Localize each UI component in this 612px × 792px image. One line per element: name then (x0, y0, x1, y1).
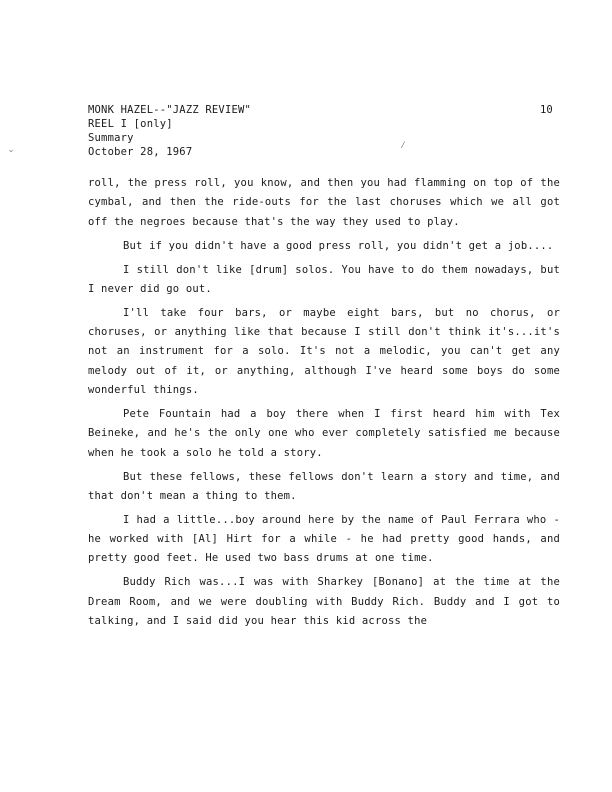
stray-mark: ˘ (8, 150, 15, 161)
header-reel: REEL I [only] (88, 118, 173, 130)
paragraph: I had a little...boy around here by the name of Paul Ferrara who - he worked with [Al] Hirt for a while - he had pretty good hands, and pretty good feet. He used two bass drums at one time. (88, 513, 560, 565)
paragraph: Buddy Rich was...I was with Sharkey [Bonano] at the time at the Dream Room, and we were doubling with Buddy Rich. Buddy and I got to talking, and I said did you hear this kid across the (88, 576, 560, 628)
paragraph: roll, the press roll, you know, and then you had flamming on top of the cymbal, and then the ride-outs for the last choruses which we all got off the negroes because that's the way they used to play. (88, 177, 560, 228)
header-summary: Summary (88, 132, 134, 144)
paragraph: Pete Fountain had a boy there when I first heard him with Tex Beineke, and he's the only one who ever completely satisfied me because when he took a solo he told a story. (88, 408, 560, 459)
document-header (88, 103, 251, 159)
header-date: October 28, 1967 (88, 146, 193, 158)
header-title: MONK HAZEL--"JAZZ REVIEW" (88, 104, 252, 116)
paragraph: But if you didn't have a good press roll, you didn't get a job.... (123, 239, 554, 252)
stray-mark: ⁄ (400, 140, 407, 151)
paragraph: But these fellows, these fellows don't learn a story and time, and that don't mean a thing to them. (88, 470, 560, 502)
transcript-body (88, 174, 560, 636)
paragraph: I still don't like [drum] solos. You have to do them nowadays, but I never did go out. (88, 263, 560, 295)
page-number: 10 (540, 104, 553, 116)
paragraph: I'll take four bars, or maybe eight bars, but no chorus, or choruses, or anything like that because I still don't think it's...it's not an instrument for a solo. It's not a melodic, you can't get any melody out of it, or anything, although I've heard some boys do some wonderful things. (88, 306, 560, 397)
